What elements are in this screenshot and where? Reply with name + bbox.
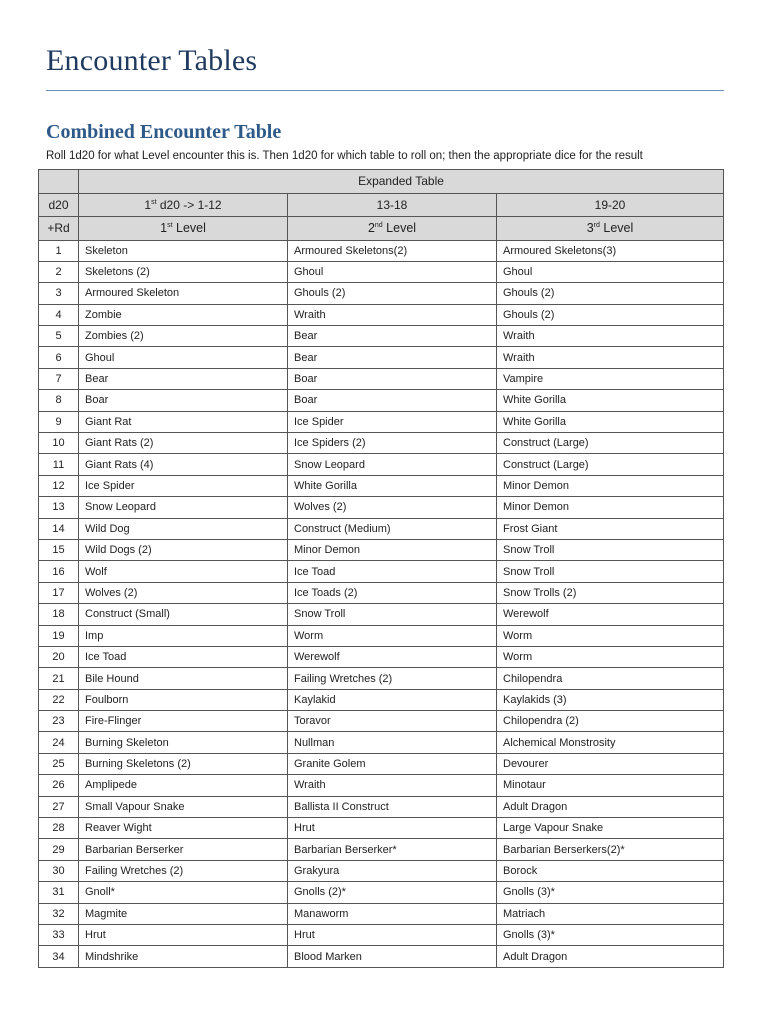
- table-row: [39, 625, 724, 646]
- roll-number-cell: 32: [39, 903, 79, 924]
- level-1-encounter-cell: Giant Rats (2): [79, 433, 288, 454]
- level-3-encounter-cell: Wraith: [497, 326, 724, 347]
- table-row: [39, 454, 724, 475]
- roll-number-cell: 34: [39, 946, 79, 967]
- level-1-encounter-cell: Imp: [79, 625, 288, 646]
- level-3-encounter-cell: Alchemical Monstrosity: [497, 732, 724, 753]
- table-row: [39, 882, 724, 903]
- level-2-encounter-cell: Ballista II Construct: [288, 796, 497, 817]
- level-3-encounter-cell: Adult Dragon: [497, 796, 724, 817]
- table-row: [39, 604, 724, 625]
- roll-number-cell: 30: [39, 860, 79, 881]
- level-3-encounter-cell: Devourer: [497, 753, 724, 774]
- roll-number-cell: 10: [39, 433, 79, 454]
- level-2-encounter-cell: Ice Spiders (2): [288, 433, 497, 454]
- level-2-encounter-cell: Ghoul: [288, 261, 497, 282]
- level-1-encounter-cell: Failing Wretches (2): [79, 860, 288, 881]
- roll-number-cell: 19: [39, 625, 79, 646]
- level-3-encounter-cell: Chilopendra: [497, 668, 724, 689]
- roll-number-cell: 12: [39, 475, 79, 496]
- table-row: [39, 860, 724, 881]
- level-2-encounter-cell: Snow Leopard: [288, 454, 497, 475]
- table-row: [39, 347, 724, 368]
- level-2-encounter-cell: Barbarian Berserker*: [288, 839, 497, 860]
- level-2-encounter-cell: Ice Toads (2): [288, 582, 497, 603]
- level-1-encounter-cell: Bear: [79, 368, 288, 389]
- table-row: [39, 946, 724, 967]
- roll-number-cell: 9: [39, 411, 79, 432]
- header-row-dice: [39, 193, 724, 217]
- level-2-encounter-cell: White Gorilla: [288, 475, 497, 496]
- header-row-level: [39, 217, 724, 241]
- level-3-encounter-cell: Snow Trolls (2): [497, 582, 724, 603]
- roll-number-cell: 3: [39, 283, 79, 304]
- roll-number-cell: 21: [39, 668, 79, 689]
- level-2-encounter-cell: Bear: [288, 326, 497, 347]
- encounter-table-body: [39, 240, 724, 967]
- header-level-1: 1st Level: [79, 217, 288, 241]
- roll-number-cell: 18: [39, 604, 79, 625]
- table-row: [39, 497, 724, 518]
- level-2-encounter-cell: Armoured Skeletons(2): [288, 240, 497, 261]
- roll-number-cell: 1: [39, 240, 79, 261]
- roll-number-cell: 6: [39, 347, 79, 368]
- level-1-encounter-cell: Zombie: [79, 304, 288, 325]
- level-2-encounter-cell: Boar: [288, 390, 497, 411]
- level-1-encounter-cell: Skeleton: [79, 240, 288, 261]
- table-row: [39, 796, 724, 817]
- roll-number-cell: 16: [39, 561, 79, 582]
- level-2-encounter-cell: Nullman: [288, 732, 497, 753]
- table-row: [39, 903, 724, 924]
- roll-number-cell: 22: [39, 689, 79, 710]
- level-3-encounter-cell: Kaylakids (3): [497, 689, 724, 710]
- level-1-encounter-cell: Snow Leopard: [79, 497, 288, 518]
- table-row: [39, 582, 724, 603]
- section-title: Combined Encounter Table: [46, 121, 282, 143]
- level-3-encounter-cell: Armoured Skeletons(3): [497, 240, 724, 261]
- level-1-encounter-cell: Wild Dog: [79, 518, 288, 539]
- level-3-encounter-cell: White Gorilla: [497, 390, 724, 411]
- header-level-2: 2nd Level: [288, 217, 497, 241]
- table-row: [39, 732, 724, 753]
- level-1-encounter-cell: Ice Spider: [79, 475, 288, 496]
- header-level-3: 3rd Level: [497, 217, 724, 241]
- level-1-encounter-cell: Wild Dogs (2): [79, 539, 288, 560]
- level-2-encounter-cell: Ghouls (2): [288, 283, 497, 304]
- roll-number-cell: 13: [39, 497, 79, 518]
- level-1-encounter-cell: Wolf: [79, 561, 288, 582]
- table-row: [39, 518, 724, 539]
- table-row: [39, 539, 724, 560]
- header-first-d20: 1st d20 -> 1-12: [79, 193, 288, 217]
- level-1-encounter-cell: Magmite: [79, 903, 288, 924]
- roll-number-cell: 4: [39, 304, 79, 325]
- level-1-encounter-cell: Armoured Skeleton: [79, 283, 288, 304]
- roll-number-cell: 24: [39, 732, 79, 753]
- roll-number-cell: 15: [39, 539, 79, 560]
- table-row: [39, 433, 724, 454]
- level-2-encounter-cell: Failing Wretches (2): [288, 668, 497, 689]
- level-1-encounter-cell: Skeletons (2): [79, 261, 288, 282]
- level-1-encounter-cell: Barbarian Berserker: [79, 839, 288, 860]
- table-row: [39, 646, 724, 667]
- table-row: [39, 411, 724, 432]
- table-row: [39, 368, 724, 389]
- level-3-encounter-cell: Large Vapour Snake: [497, 818, 724, 839]
- level-2-encounter-cell: Ice Toad: [288, 561, 497, 582]
- level-2-encounter-cell: Worm: [288, 625, 497, 646]
- level-2-encounter-cell: Wraith: [288, 775, 497, 796]
- level-1-encounter-cell: Boar: [79, 390, 288, 411]
- level-3-encounter-cell: Snow Troll: [497, 539, 724, 560]
- level-2-encounter-cell: Hrut: [288, 818, 497, 839]
- level-2-encounter-cell: Ice Spider: [288, 411, 497, 432]
- level-1-encounter-cell: Zombies (2): [79, 326, 288, 347]
- level-2-encounter-cell: Kaylakid: [288, 689, 497, 710]
- level-1-encounter-cell: Fire-Flinger: [79, 711, 288, 732]
- table-row: [39, 839, 724, 860]
- level-3-encounter-cell: Borock: [497, 860, 724, 881]
- level-1-encounter-cell: Small Vapour Snake: [79, 796, 288, 817]
- table-row: [39, 326, 724, 347]
- level-3-encounter-cell: Construct (Large): [497, 454, 724, 475]
- header-range-2: 13-18: [288, 193, 497, 217]
- roll-number-cell: 20: [39, 646, 79, 667]
- level-3-encounter-cell: Matriach: [497, 903, 724, 924]
- roll-number-cell: 23: [39, 711, 79, 732]
- level-3-encounter-cell: Minor Demon: [497, 475, 724, 496]
- header-expanded-table: Expanded Table: [79, 170, 724, 194]
- title-divider: [46, 90, 724, 91]
- roll-number-cell: 17: [39, 582, 79, 603]
- roll-number-cell: 26: [39, 775, 79, 796]
- table-row: [39, 775, 724, 796]
- level-3-encounter-cell: Chilopendra (2): [497, 711, 724, 732]
- level-2-encounter-cell: Wraith: [288, 304, 497, 325]
- roll-number-cell: 25: [39, 753, 79, 774]
- table-row: [39, 304, 724, 325]
- level-2-encounter-cell: Wolves (2): [288, 497, 497, 518]
- level-3-encounter-cell: Frost Giant: [497, 518, 724, 539]
- table-row: [39, 240, 724, 261]
- level-3-encounter-cell: Ghouls (2): [497, 283, 724, 304]
- level-3-encounter-cell: Vampire: [497, 368, 724, 389]
- intro-text: Roll 1d20 for what Level encounter this is. Then 1d20 for which table to roll on; then the appropriate dice for the result: [46, 150, 643, 162]
- level-1-encounter-cell: Giant Rat: [79, 411, 288, 432]
- level-1-encounter-cell: Construct (Small): [79, 604, 288, 625]
- level-1-encounter-cell: Gnoll*: [79, 882, 288, 903]
- roll-number-cell: 2: [39, 261, 79, 282]
- roll-number-cell: 14: [39, 518, 79, 539]
- roll-number-cell: 11: [39, 454, 79, 475]
- page-title: Encounter Tables: [46, 44, 258, 77]
- table-row: [39, 261, 724, 282]
- level-1-encounter-cell: Reaver Wight: [79, 818, 288, 839]
- level-2-encounter-cell: Toravor: [288, 711, 497, 732]
- level-3-encounter-cell: Minor Demon: [497, 497, 724, 518]
- table-row: [39, 390, 724, 411]
- roll-number-cell: 29: [39, 839, 79, 860]
- table-row: [39, 689, 724, 710]
- table-row: [39, 668, 724, 689]
- level-2-encounter-cell: Hrut: [288, 925, 497, 946]
- level-3-encounter-cell: White Gorilla: [497, 411, 724, 432]
- level-3-encounter-cell: Barbarian Berserkers(2)*: [497, 839, 724, 860]
- level-2-encounter-cell: Bear: [288, 347, 497, 368]
- level-1-encounter-cell: Ghoul: [79, 347, 288, 368]
- roll-number-cell: 8: [39, 390, 79, 411]
- level-1-encounter-cell: Bile Hound: [79, 668, 288, 689]
- level-3-encounter-cell: Snow Troll: [497, 561, 724, 582]
- level-1-encounter-cell: Burning Skeleton: [79, 732, 288, 753]
- level-2-encounter-cell: Manaworm: [288, 903, 497, 924]
- level-3-encounter-cell: Construct (Large): [497, 433, 724, 454]
- header-empty-cell: [39, 170, 79, 194]
- level-3-encounter-cell: Minotaur: [497, 775, 724, 796]
- encounter-table: [38, 169, 724, 968]
- level-3-encounter-cell: Werewolf: [497, 604, 724, 625]
- table-row: [39, 711, 724, 732]
- level-1-encounter-cell: Giant Rats (4): [79, 454, 288, 475]
- level-3-encounter-cell: Worm: [497, 646, 724, 667]
- level-3-encounter-cell: Gnolls (3)*: [497, 925, 724, 946]
- table-row: [39, 818, 724, 839]
- level-3-encounter-cell: Ghouls (2): [497, 304, 724, 325]
- level-2-encounter-cell: Blood Marken: [288, 946, 497, 967]
- level-1-encounter-cell: Foulborn: [79, 689, 288, 710]
- level-2-encounter-cell: Snow Troll: [288, 604, 497, 625]
- header-row-group: [39, 170, 724, 194]
- level-2-encounter-cell: Boar: [288, 368, 497, 389]
- header-d20: d20: [39, 193, 79, 217]
- roll-number-cell: 27: [39, 796, 79, 817]
- table-row: [39, 475, 724, 496]
- table-row: [39, 753, 724, 774]
- level-3-encounter-cell: Adult Dragon: [497, 946, 724, 967]
- level-1-encounter-cell: Amplipede: [79, 775, 288, 796]
- level-2-encounter-cell: Gnolls (2)*: [288, 882, 497, 903]
- table-row: [39, 561, 724, 582]
- level-3-encounter-cell: Wraith: [497, 347, 724, 368]
- level-1-encounter-cell: Ice Toad: [79, 646, 288, 667]
- roll-number-cell: 33: [39, 925, 79, 946]
- level-2-encounter-cell: Werewolf: [288, 646, 497, 667]
- table-row: [39, 283, 724, 304]
- level-1-encounter-cell: Mindshrike: [79, 946, 288, 967]
- level-1-encounter-cell: Burning Skeletons (2): [79, 753, 288, 774]
- header-range-3: 19-20: [497, 193, 724, 217]
- level-3-encounter-cell: Gnolls (3)*: [497, 882, 724, 903]
- level-2-encounter-cell: Grakyura: [288, 860, 497, 881]
- roll-number-cell: 7: [39, 368, 79, 389]
- level-1-encounter-cell: Wolves (2): [79, 582, 288, 603]
- level-1-encounter-cell: Hrut: [79, 925, 288, 946]
- roll-number-cell: 28: [39, 818, 79, 839]
- level-2-encounter-cell: Granite Golem: [288, 753, 497, 774]
- roll-number-cell: 31: [39, 882, 79, 903]
- level-3-encounter-cell: Worm: [497, 625, 724, 646]
- level-2-encounter-cell: Construct (Medium): [288, 518, 497, 539]
- level-3-encounter-cell: Ghoul: [497, 261, 724, 282]
- header-rd: +Rd: [39, 217, 79, 241]
- table-row: [39, 925, 724, 946]
- roll-number-cell: 5: [39, 326, 79, 347]
- level-2-encounter-cell: Minor Demon: [288, 539, 497, 560]
